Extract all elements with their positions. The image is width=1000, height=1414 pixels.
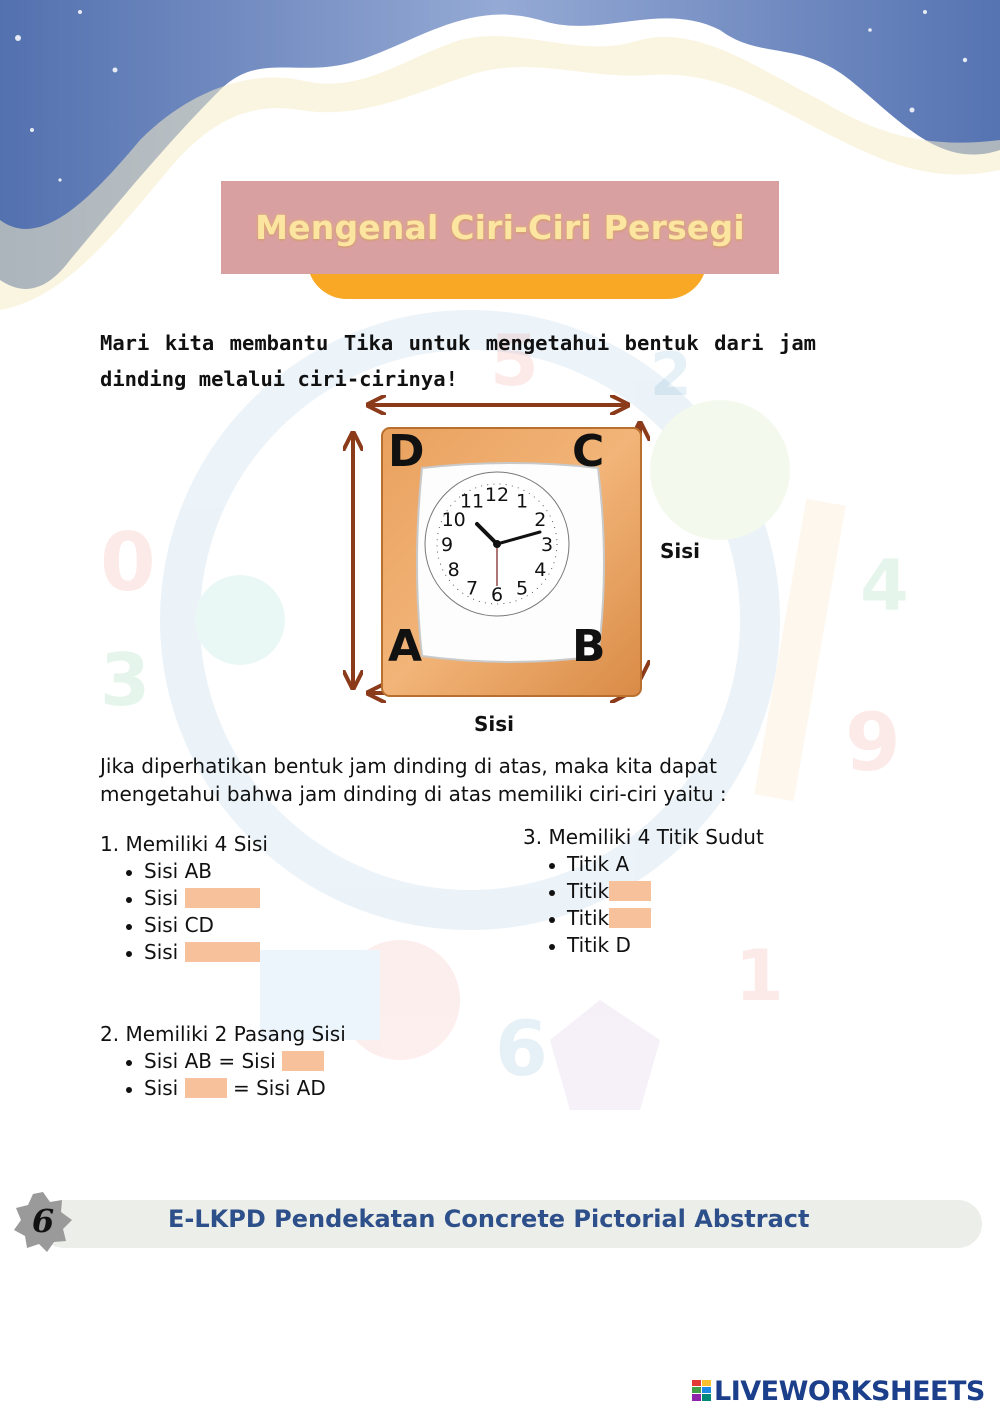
- clock-figure: [330, 390, 660, 710]
- list-item: Titik A: [547, 851, 764, 878]
- svg-text:1: 1: [735, 935, 784, 1017]
- clock-numeral: 12: [484, 484, 510, 506]
- list-corner-points: [523, 823, 764, 959]
- corner-label-c: C: [572, 426, 605, 477]
- answer-blank-input[interactable]: [185, 942, 260, 962]
- title-banner: [221, 181, 779, 321]
- svg-text:6: 6: [495, 1004, 548, 1093]
- clock-numeral: 11: [459, 490, 485, 513]
- answer-blank-input[interactable]: [185, 1078, 227, 1098]
- clock-numeral: 2: [534, 509, 547, 531]
- list-heading: 1. Memiliki 4 Sisi: [100, 832, 268, 856]
- clock-square-diagram: [330, 390, 660, 710]
- svg-text:0: 0: [100, 516, 156, 609]
- list-item: Titik: [547, 878, 764, 905]
- answer-blank-input[interactable]: [609, 908, 651, 928]
- description-paragraph: Jika diperhatikan bentuk jam dinding di atas, maka kita dapat mengetahui bahwa jam dinding di atas memiliki ciri-ciri yaitu :: [100, 754, 727, 806]
- clock-numeral: 4: [534, 559, 547, 581]
- answer-blank-input[interactable]: [185, 888, 260, 908]
- page-title: Mengenal Ciri-Ciri Persegi: [255, 208, 745, 247]
- clock-numeral: 7: [465, 577, 479, 600]
- side-label-right: Sisi: [660, 539, 701, 563]
- brand-name: LIVEWORKSHEETS: [714, 1375, 985, 1407]
- page-number: 6: [31, 1202, 55, 1240]
- corner-label-a: A: [388, 621, 423, 672]
- svg-text:5: 5: [490, 320, 539, 402]
- answer-blank-input[interactable]: [282, 1051, 324, 1071]
- list-side-pairs: [100, 1020, 346, 1102]
- answer-blank-input[interactable]: [609, 881, 651, 901]
- clock-numeral: 5: [515, 577, 529, 600]
- svg-text:2: 2: [650, 340, 692, 410]
- clock-numeral: 3: [540, 534, 554, 556]
- list-item: Titik D: [547, 932, 764, 959]
- clock-numeral: 1: [515, 490, 529, 513]
- corner-label-d: D: [388, 426, 425, 477]
- side-label-bottom: Sisi: [474, 712, 515, 736]
- corner-label-b: B: [572, 621, 606, 672]
- title-box: [221, 181, 779, 274]
- svg-text:4: 4: [860, 545, 909, 627]
- clock-numeral: 9: [440, 534, 454, 556]
- list-item: Sisi CD: [124, 912, 268, 939]
- clock-numeral: 6: [490, 584, 504, 606]
- list-item: Sisi AB: [124, 858, 268, 885]
- intro-text: Mari kita membantu Tika untuk mengetahui bentuk dari jam dinding melalui ciri-cirinya!: [100, 331, 816, 391]
- list-item: Sisi: [124, 885, 268, 912]
- list-item: Titik: [547, 905, 764, 932]
- clock-numeral: 8: [447, 559, 460, 581]
- liveworksheets-icon: [692, 1380, 712, 1402]
- svg-text:3: 3: [100, 638, 151, 722]
- clock-numeral: 10: [441, 509, 466, 531]
- list-item: Sisi: [124, 939, 268, 966]
- list-item: Sisi = Sisi AD: [124, 1075, 346, 1102]
- list-heading: 2. Memiliki 2 Pasang Sisi: [100, 1022, 346, 1046]
- list-heading: 3. Memiliki 4 Titik Sudut: [523, 825, 764, 849]
- svg-text:9: 9: [845, 696, 901, 789]
- footer-title: E-LKPD Pendekatan Concrete Pictorial Abstract: [168, 1205, 810, 1233]
- list-item: Sisi AB = Sisi: [124, 1048, 346, 1075]
- liveworksheets-logo: [692, 1374, 985, 1408]
- page-number-badge: [14, 1192, 72, 1252]
- page-footer: [0, 1192, 1000, 1252]
- list-four-sides: [100, 830, 268, 966]
